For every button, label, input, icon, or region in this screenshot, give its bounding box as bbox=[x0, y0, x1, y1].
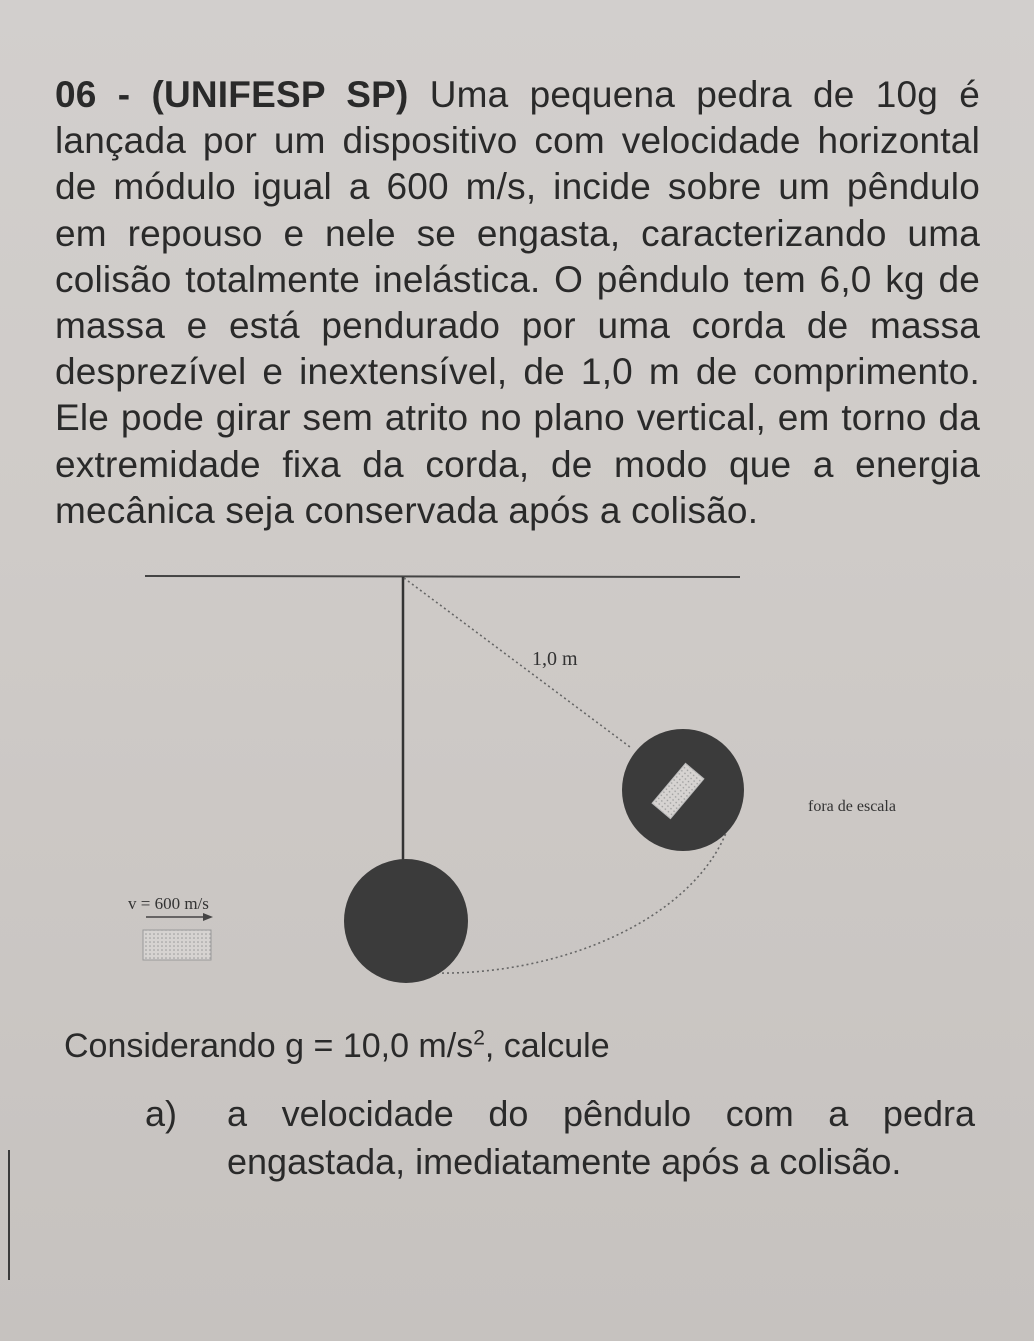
swing-arc-dashed bbox=[432, 833, 726, 973]
gravity-formula bbox=[285, 1027, 485, 1065]
ceiling-line bbox=[145, 576, 740, 577]
margin-line bbox=[8, 1150, 10, 1280]
problem-body: Uma pequena pedra de 10g é lançada por um dispositivo com velocidade horizontal de módulo igual a 600 m/s, incide sobre um pêndulo em repouso e nele se engasta, caracterizando uma colisão totalmente inelástica. O pêndulo tem 6,0 kg de massa e está pendurado por uma corda de massa desprezível e inextensível, de 1,0 m de comprimento. Ele pode girar sem atrito no plano vertical, em torno da extremidade fixa da corda, de modo que a energia mecânica seja conservada após a colisão. bbox=[55, 74, 981, 531]
question-letter: a) bbox=[145, 1093, 178, 1134]
pendulum-figure bbox=[0, 540, 1034, 1010]
pendulum-diagram bbox=[0, 540, 1034, 1010]
consider-lead: Considerando bbox=[64, 1027, 276, 1065]
consider-tail: , calcule bbox=[484, 1027, 610, 1065]
gravity-exponent: 2 bbox=[473, 1026, 485, 1050]
incoming-stone bbox=[143, 930, 211, 960]
problem-source: (UNIFESP SP) bbox=[151, 74, 409, 115]
question-line-1: a velocidade do pêndulo com a pedra bbox=[227, 1093, 975, 1134]
given-data-line bbox=[64, 1024, 610, 1068]
cord-length-label: 1,0 m bbox=[532, 648, 578, 670]
gravity-formula-main: g = 10,0 m/s bbox=[285, 1027, 474, 1065]
question-line-2: engastada, imediatamente após a colisão. bbox=[227, 1141, 902, 1182]
displaced-cord-dashed bbox=[404, 578, 630, 747]
arrow-head-icon bbox=[203, 913, 213, 921]
pendulum-bob bbox=[344, 859, 468, 983]
problem-statement bbox=[55, 72, 980, 534]
problem-number: 06 - bbox=[55, 74, 131, 115]
velocity-label: v = 600 m/s bbox=[128, 894, 209, 913]
scale-note: fora de escala bbox=[808, 798, 896, 815]
